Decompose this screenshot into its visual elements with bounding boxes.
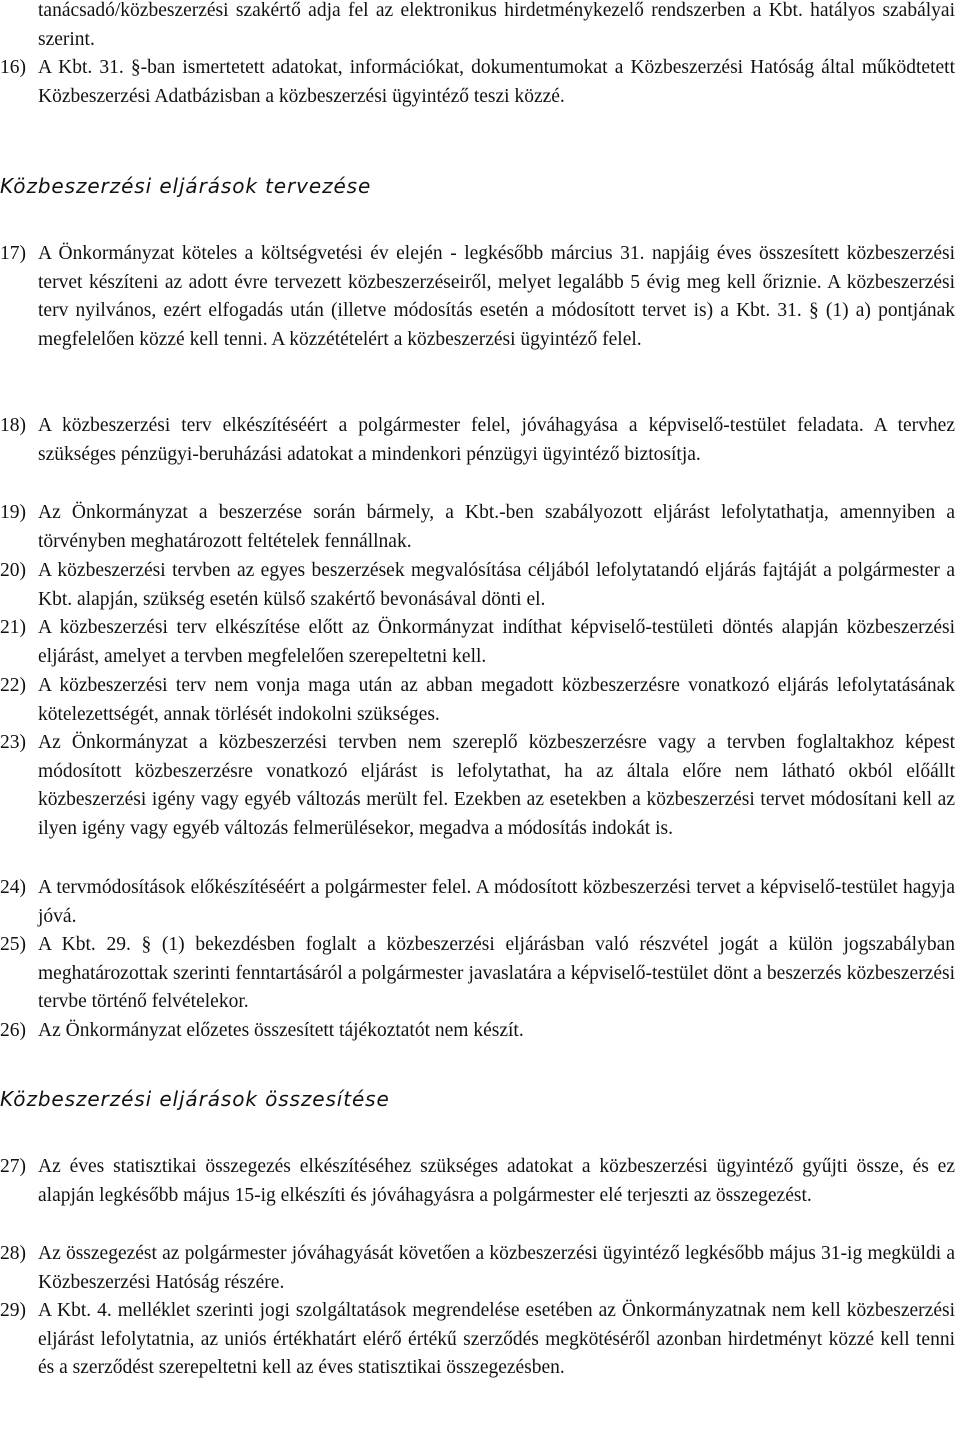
section-heading-summary: Közbeszerzési eljárások összesítése <box>0 1087 390 1111</box>
list-item-number: 21) <box>0 617 26 638</box>
list-item-text: Az összegezést az polgármester jóváhagyását követően a közbeszerzési ügyintéző legkésőbb május 31-ig megküldi a Közbeszerzési Hatóság részére. <box>38 1243 955 1293</box>
list-item-20 <box>0 557 955 614</box>
section-heading-planning: Közbeszerzési eljárások tervezése <box>0 174 372 198</box>
list-item-29 <box>0 1297 955 1383</box>
list-item-22 <box>0 672 955 729</box>
list-item-25 <box>0 931 955 1017</box>
list-item-16 <box>0 54 955 111</box>
list-item-text: A közbeszerzési tervben az egyes beszerzések megvalósítása céljából lefolytatandó eljárás fajtáját a polgármester a Kbt. alapján, szükség esetén külső szakértő bevonásával dönti el. <box>38 560 955 610</box>
list-item-number: 29) <box>0 1300 26 1321</box>
list-item-number: 19) <box>0 502 26 523</box>
list-item-text: Az Önkormányzat a beszerzése során bármely, a Kbt.-ben szabályozott eljárást lefolytathatja, amennyiben a törvényben meghatározott feltételek fennállnak. <box>38 502 955 552</box>
list-item-text: A tervmódosítások előkészítéséért a polgármester felel. A módosított közbeszerzési tervet a képviselő-testület hagyja jóvá. <box>38 877 955 927</box>
list-item-number: 24) <box>0 877 26 898</box>
list-item-27 <box>0 1153 955 1210</box>
list-item-text: A közbeszerzési terv nem vonja maga után az abban megadott közbeszerzésre vonatkozó eljárás lefolytatásának kötelezettségét, annak törlését indokolni szükséges. <box>38 675 955 725</box>
list-item-text: Az éves statisztikai összegezés elkészítéséhez szükséges adatokat a közbeszerzési ügyintéző gyűjti össze, és ez alapján legkésőbb május 15-ig elkészíti és jóváhagyásra a polgármester elé terjeszti az összegezést. <box>38 1156 955 1206</box>
list-item-text: Az Önkormányzat a közbeszerzési tervben nem szereplő közbeszerzésre vagy a tervben foglaltakhoz képest módosított közbeszerzésre vonatkozó eljárást is lefolytathat, ha az általa előre nem látható okból előállt közbeszerzési igény vagy egyéb változás merült fel. Ezekben az esetekben a közbeszerzési tervet módosítani kell az ilyen igény vagy egyéb változás felmerülésekor, megadva a módosítás indokát is. <box>38 732 955 840</box>
list-item-number: 25) <box>0 934 26 955</box>
list-item-18 <box>0 412 955 469</box>
list-item-number: 18) <box>0 415 26 436</box>
list-item-number: 28) <box>0 1243 26 1264</box>
list-item-text: A Kbt. 4. melléklet szerinti jogi szolgáltatások megrendelése esetében az Önkormányzatnak nem kell közbeszerzési eljárást lefolytatnia, az uniós értékhatárt elérő értékű szerződés megkötéséről azonban hirdetményt közzé kell tenni és a szerződést szerepeltetni kell az éves statisztikai összegezésben. <box>38 1300 955 1379</box>
list-item-23 <box>0 729 955 844</box>
list-item-28 <box>0 1240 955 1297</box>
list-item-number: 27) <box>0 1156 26 1177</box>
list-item-number: 16) <box>0 57 26 78</box>
list-item-number: 20) <box>0 560 26 581</box>
list-item-21 <box>0 614 955 671</box>
list-item-number: 26) <box>0 1020 26 1041</box>
list-item-number: 22) <box>0 675 26 696</box>
list-item-text: A közbeszerzési terv elkészítése előtt az Önkormányzat indíthat képviselő-testületi döntés alapján közbeszerzési eljárást, amelyet a tervben megfelelően szerepeltetni kell. <box>38 617 955 667</box>
list-item-text: A Kbt. 29. § (1) bekezdésben foglalt a közbeszerzési eljárásban való részvétel jogát a külön jogszabályban meghatározottak szerinti fenntartásáról a polgármester javaslatára a képviselő-testület dönt a beszerzés közbeszerzési tervbe történő felvételekor. <box>38 934 955 1013</box>
list-item-text: A Kbt. 31. §-ban ismertetett adatokat, információkat, dokumentumokat a Közbeszerzési Hatóság által működtetett Közbeszerzési Adatbázisban a közbeszerzési ügyintéző teszi közzé. <box>38 57 955 107</box>
list-item-number: 17) <box>0 243 26 264</box>
list-item-17 <box>0 240 955 355</box>
list-item-text: A Önkormányzat köteles a költségvetési év elején - legkésőbb március 31. napjáig éves összesített közbeszerzési tervet készíteni az adott évre tervezett közbeszerzéseiről, melyet legalább 5 évig meg kell őriznie. A közbeszerzési terv nyilvános, ezért elfogadás után (illetve módosítás esetén a módosított tervet is) a Kbt. 31. § (1) a) pontjának megfelelően közzé kell tenni. A közzétételért a közbeszerzési ügyintéző felel. <box>38 243 955 351</box>
list-item-19 <box>0 499 955 556</box>
list-item-24 <box>0 874 955 931</box>
intro-continuation-paragraph: tanácsadó/közbeszerzési szakértő adja fel az elektronikus hirdetménykezelő rendszerben a Kbt. hatályos szabályai szerint. <box>38 0 955 50</box>
list-item-number: 23) <box>0 732 26 753</box>
list-item-text: Az Önkormányzat előzetes összesített tájékoztatót nem készít. <box>38 1020 524 1041</box>
list-item-text: A közbeszerzési terv elkészítéséért a polgármester felel, jóváhagyása a képviselő-testület feladata. A tervhez szükséges pénzügyi-beruházási adatokat a mindenkori pénzügyi ügyintéző biztosítja. <box>38 415 955 465</box>
list-item-26 <box>0 1017 955 1046</box>
